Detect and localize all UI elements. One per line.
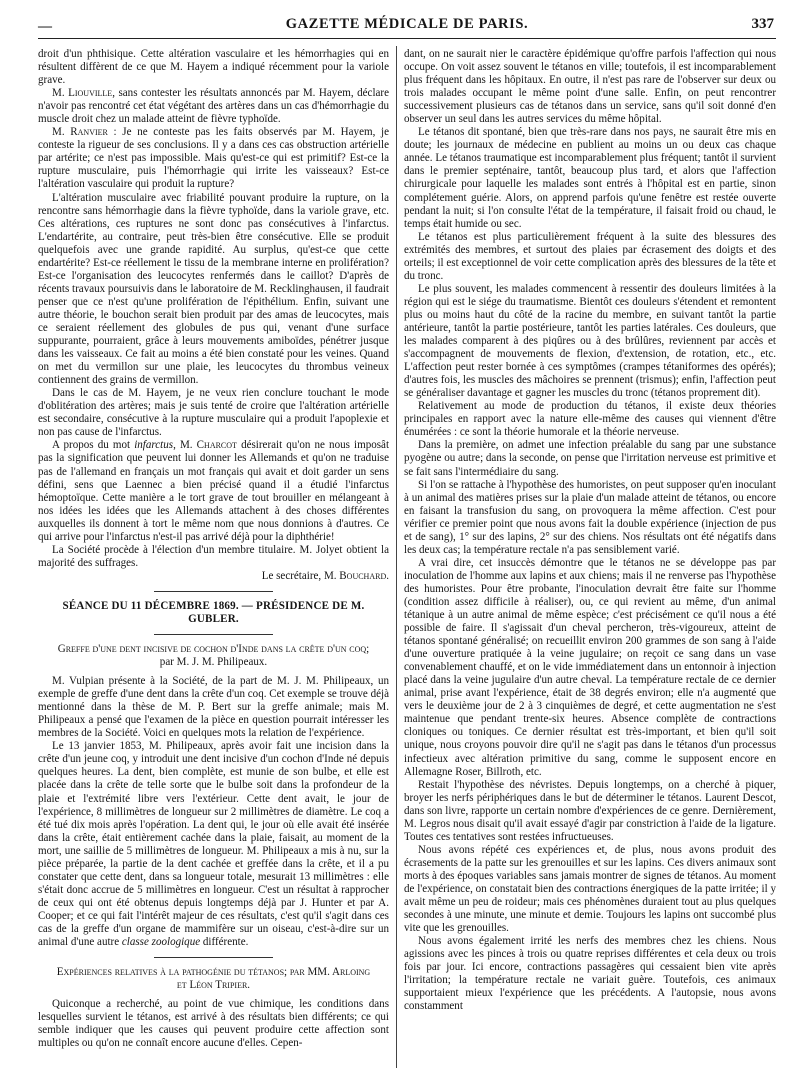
journal-title: GAZETTE MÉDICALE DE PARIS. bbox=[285, 16, 529, 32]
article-author: par M. J. M. Philipeaux. bbox=[159, 656, 268, 669]
article-heading bbox=[38, 643, 389, 669]
running-header bbox=[38, 12, 776, 39]
paragraph: L'altération musculaire avec friabilité pouvant produire la rupture, on la rencontre sans hémorrhagie dans la fièvre typhoïde, dans la variole grave, etc. Ces altérations, ces ruptures ne sont donc pas consécutives à l'infarctus. L'endartérite, au contraire, peut très-bien être consécutive. Elle se produit quelquefois avec une grande rapidité. Au surplus, qu'est-ce que cette endartérite? Est-ce réellement le tissu de la membrane interne en prolifération? Est-ce l'organisation des leucocytes renfermés dans le caillot? D'après de récents travaux poursuivis dans le laboratoire de M. Recklinghausen, il faudrait penser que ce n'est qu'une prolifération de l'épithélium. Enfin, suivant une autre théorie, le bouchon serait bien produit par des amas de leucocytes, mais ce seraient réellement des globules de pus qui, venant d'une surface suppurante, pourraient, grâce à leurs mouvements amiboïdes, pénétrer jusque dans les vaisseaux. Ce fait au moins a été bien constaté pour les veines. Quand on met du vermillon sur une plaie, les leucocytes du thrombus veineux contiennent des grains de vermillon. bbox=[38, 191, 389, 387]
paragraph: dant, on ne saurait nier le caractère épidémique qu'offre parfois l'affection qui nous occupe. On voit assez souvent le tétanos en ville; toutefois, il est incomparablement plus fréquent dans les hôpitaux. En outre, il n'est pas rare de l'observer sur deux ou trois malades occupant le même point d'une salle. Enfin, on peut rencontrer successivement plusieurs cas de tétanos dans un service, sans qu'il soit donné d'en observer un seul dans les autres services du même hôpital. bbox=[404, 48, 776, 126]
paragraph: M. Ranvier : Je ne conteste pas les faits observés par M. Hayem, je conteste la rigueur de ses conclusions. Il y a dans ces cas obstruction artérielle par artérite; ce n'est pas impossible. Mais qu'est-ce qui est primitif? Est-ce la rupture musculaire, puis l'hémorrhagie qui irrite les vaisseaux? Est-ce l'altération vasculaire qui produit la rupture? bbox=[38, 126, 389, 191]
paragraph: Si l'on se rattache à l'hypothèse des humoristes, on peut supposer qu'en inoculant à un animal des matières prises sur la plaie d'un malade atteint de tétanos, ou encore en faisant la transfusion du sang, on provoquera la même affection. C'est pour vérifier ce premier point que nous avons fait la double expérience (injection de pus et de sang), 1° sur des lapins, 2° sur des chiens. Nos résultats ont été négatifs dans les deux cas; la température rectale n'a pas sensiblement varié. bbox=[404, 478, 776, 556]
paragraph: Restait l'hypothèse des névristes. Depuis longtemps, on a cherché à piquer, broyer les nerfs périphériques dans le but de déterminer le tétanos. Laurent Descot, dans son livre, rapporte un certain nombre d'expériences de ce genre. Dernièrement, M. Legros nous disait qu'il avait essayé d'agir par constriction à l'aide de la ligature. Toutes ces tentatives sont restées infructueuses. bbox=[404, 778, 776, 843]
paragraph: A propos du mot infarctus, M. Charcot désirerait qu'on ne nous imposât pas la signification que peuvent lui donner les Allemands et qu'on ne traduise pas de l'allemand en français un mot français qui avait et doit garder un sens défini, sens que Laennec a bien précisé quand il a étudié l'infarctus hémoptoïque. Cette manière a le tort grave de tout brouiller en mélangeant à nos idées les idées que les Allemands attachent à des choses différentes auxquelles ils donnent à tort le même nom que nous donnions à d'autres. Ce qui arrive pour l'infarctus n'est-il pas arrivé déjà pour la diphthérie! bbox=[38, 439, 390, 543]
paragraph: La Société procède à l'élection d'un membre titulaire. M. Jolyet obtient la majorité des suffrages. bbox=[38, 543, 389, 569]
article-author: et Léon Tripier. bbox=[176, 979, 251, 992]
paragraph: M. Liouville, sans contester les résultats annoncés par M. Hayem, déclare n'avoir pas rencontré cet état végétant des artères dans un cas d'hémorrhagie du muscle droit chez un malade atteint de fièvre typhoïde. bbox=[38, 87, 390, 126]
page-number: 337 bbox=[751, 16, 774, 32]
header-dash: — bbox=[38, 19, 52, 34]
paragraph: Dans le cas de M. Hayem, je ne veux rien conclure touchant le mode d'oblitération des artères; mais je suis tenté de croire que l'altération artérielle est secondaire, consécutive à la rupture musculaire qui a produit l'apoplexie et non pas cause de l'infarctus. bbox=[38, 387, 389, 439]
section-separator bbox=[154, 634, 273, 635]
section-separator bbox=[154, 957, 273, 958]
paragraph: Quiconque a recherché, au point de vue chimique, les conditions dans lesquelles survient le tétanos, est arrivé à des résultats bien différents; ce qui semble indiquer que les causes qui peuvent produire cette affection sont multiples ou qu'on ne connaît encore aucune d'elles. Cepen- bbox=[38, 998, 389, 1050]
paragraph: A vrai dire, cet insuccès démontre que le tétanos ne se développe pas par inoculation de l'homme aux lapins et aux chiens; mais il ne renverse pas l'hypothèse des humoristes. Pour être probante, l'inoculation devrait être faite sur l'homme (condition assez difficile à réaliser), ou, ce qui revient au même, d'un animal tétanique à un autre animal de même espèce; c'est précisément ce qu'il nous a été possible de faire. Il s'agissait d'un cheval percheron, très-vigoureux, atteint de tétanos spontané généralisé; on recueillit environ 200 grammes de son sang à l'aide d'une ouverture pratiquée à la veine jugulaire; on reçoit ce sang dans un vase convenablement chauffé, et on le vide immédiatement dans un entonnoir à injection placé dans la veine jugulaire d'un autre cheval. La température rectale de ce dernier animal, prise avant l'expérience, était de 38 degrés environ; elle n'a augmenté que vers le deuxième jour de 2 à 3 cinquièmes de degré, et cette augmentation ne s'est maintenue que pendant trente-six heures. Absence complète de contractions cloniques ou toniques. Ce dernier résultat est très-important, et bien qu'il soit unique, nous croyons pouvoir dire qu'il ne s'agit pas dans le tétanos d'un processus infectieux avec altération primitive du sang, comme le supposent encore en Allemagne Roser, Billroth, etc. bbox=[404, 556, 776, 778]
paragraph: Relativement au mode de production du tétanos, il existe deux théories principales en rapport avec la nature elle-même des causes qui viennent d'être énumérées : ce sont la théorie humorale et la théorie nerveuse. bbox=[404, 400, 776, 439]
paragraph: M. Vulpian présente à la Société, de la part de M. J. M. Philipeaux, un exemple de greffe d'une dent dans la crête d'un coq. Cet exemple se trouve déjà mentionné dans la thèse de M. P. Bert sur la greffe animale; mais M. Philipeaux a pensé que l'examen de la pièce en question pourrait intéresser les membres de la Société. Voici en quelques mots la relation de l'expérience. bbox=[38, 675, 389, 740]
paragraph: Nous avons également irrité les nerfs des membres chez les chiens. Nous agissions avec les pinces à trois ou quatre reprises différentes et cela deux ou trois fois par jour. Ici encore, contractions passagères qui cessaient bien vite après l'irritation; la température rectale ne variait guère. Toutefois, ces animaux supportaient mieux l'expérience que les précédents. A l'autopsie, nous avons constamment bbox=[404, 935, 776, 1013]
emphasis: infarctus bbox=[134, 439, 174, 452]
emphasis: classe zoologique bbox=[121, 936, 201, 949]
article-heading bbox=[38, 966, 389, 992]
paragraph: droit d'un phthisique. Cette altération vasculaire et les hémorrhagies qui en résultent diffèrent de ce que M. Hayem a indiqué récemment pour la variole grave. bbox=[38, 48, 389, 87]
paragraph: Nous avons répété ces expériences et, de plus, nous avons produit des écrasements de la patte sur les grenouilles et sur les lapins. Ces divers animaux sont morts à des époques variables sans jamais montrer de signes de tétanos. Au moment de l'expérience, on constatait bien des contractions énergiques de la patte irritée; il y avait même un peu de roideur; mais ces phénomènes duraient tout au plus quelques secondes à une minute, une minute et demie. Toujours les lapins ont succombé plus vite que les grenouilles. bbox=[404, 843, 776, 935]
article-title: Greffe d'une dent incisive de cochon d'Inde dans la crête d'un coq; bbox=[57, 643, 370, 656]
speaker-name: Charcot bbox=[196, 439, 237, 452]
right-column bbox=[404, 48, 776, 1013]
session-heading: SÉANCE DU 11 DÉCEMBRE 1869. — PRÉSIDENCE DE M. GUBLER. bbox=[62, 599, 365, 625]
paragraph: Le tétanos est plus particulièrement fréquent à la suite des blessures des extrémités des membres, et surtout des plaies par écrasement des doigts et des orteils; il est exceptionnel de voir cette complication après des blessures de la tête et du tronc. bbox=[404, 230, 776, 282]
paragraph: Dans la première, on admet une infection préalable du sang par une substance pyogène ou autre; dans la seconde, on pense que l'irritation nerveuse est primitive et se fait sans l'intermédiaire du sang. bbox=[404, 439, 776, 478]
column-divider bbox=[396, 46, 397, 1068]
speaker-name: M. Liouville bbox=[52, 87, 113, 100]
signature-line: Le secrétaire, M. Bouchard. bbox=[261, 569, 389, 582]
section-separator bbox=[154, 591, 273, 592]
paragraph: Le 13 janvier 1853, M. Philipeaux, après avoir fait une incision dans la crête d'un jeune coq, y introduit une dent incisive d'un cochon d'Inde né depuis quelques heures. La dent, bien complète, est munie de son bulbe, et elle est placée dans la crête de telle sorte que le bulbe soit dans la profondeur de la plaie et l'extrémité libre vers l'extérieur. Cette dent avait, le jour de l'expérience, 8 millimètres de longueur sur 2 millimètres de diamètre. Le coq a été tué dix mois après l'opération. La dent qui, le jour où elle avait été insérée dans la crête, était entièrement cachée dans la plaie, faisait, au moment de la mort, une saillie de 5 millimètres de longueur. M. Philipeaux a mis à nu, sur la pièce préparée, la partie de la dent cachée et greffée dans la crête, et il a pu constater que cette dent, dans sa longueur totale, mesurait 13 millimètres : elle s'était donc accrue de 5 millimètres en longueur. C'est un résultat à rapprocher de ceux qui ont été obtenus depuis longtemps déjà par J. Hunter et par A. Cooper; et ce qui fait l'intérêt majeur de ces résultats, c'est qu'il s'agit dans ces cas de la greffe d'un organe de mammifère sur un oiseau, c'est-à-dire sur un animal d'une autre classe zoologique différente. bbox=[38, 740, 389, 949]
paragraph: Le plus souvent, les malades commencent à ressentir des douleurs limitées à la région qui est le siége du traumatisme. Bientôt ces douleurs s'étendent et remontent plus ou moins haut du côté de la racine du membre, en suivant tantôt la partie antérieure, tantôt la partie postérieure, tantôt les parties latérales. Ces douleurs, que les malades comparent à des piqûres ou à des brûlûres, reviennent par accès et s'accompagnent de mouvements de flexion, d'extension, de rotation, etc., etc. L'affection peut rester bornée à ces symptômes (crampes tétaniformes des opérés); d'autres fois, les muscles des mâchoires se prennent (trismus); enfin, l'affection peut se généraliser davantage et gagner les muscles du tronc (tétanos proprement dit). bbox=[404, 282, 776, 400]
article-title: Expériences relatives à la pathogénie du tétanos; par MM. Arloing bbox=[56, 966, 371, 979]
left-column bbox=[38, 48, 389, 1050]
speaker-name: M. Ranvier bbox=[52, 126, 108, 139]
paragraph: Le tétanos dit spontané, bien que très-rare dans nos pays, ne saurait être mis en doute; les journaux de médecine en publient au moins un ou deux cas chaque année. Le tétanos traumatique est incomparablement plus fréquent; tantôt il survient dans le premier septénaire, tantôt, beaucoup plus tard, et alors que l'affection chirurgicale pour laquelle les malades sont entrés à l'hôpital est en partie, sinon complétement guérie. Alors, on apprend parfois qu'une fenêtre est restée ouverte pendant la nuit; si l'on consulte l'état de la température, il faisait froid ou chaud, le temps était humide ou sec. bbox=[404, 126, 776, 230]
